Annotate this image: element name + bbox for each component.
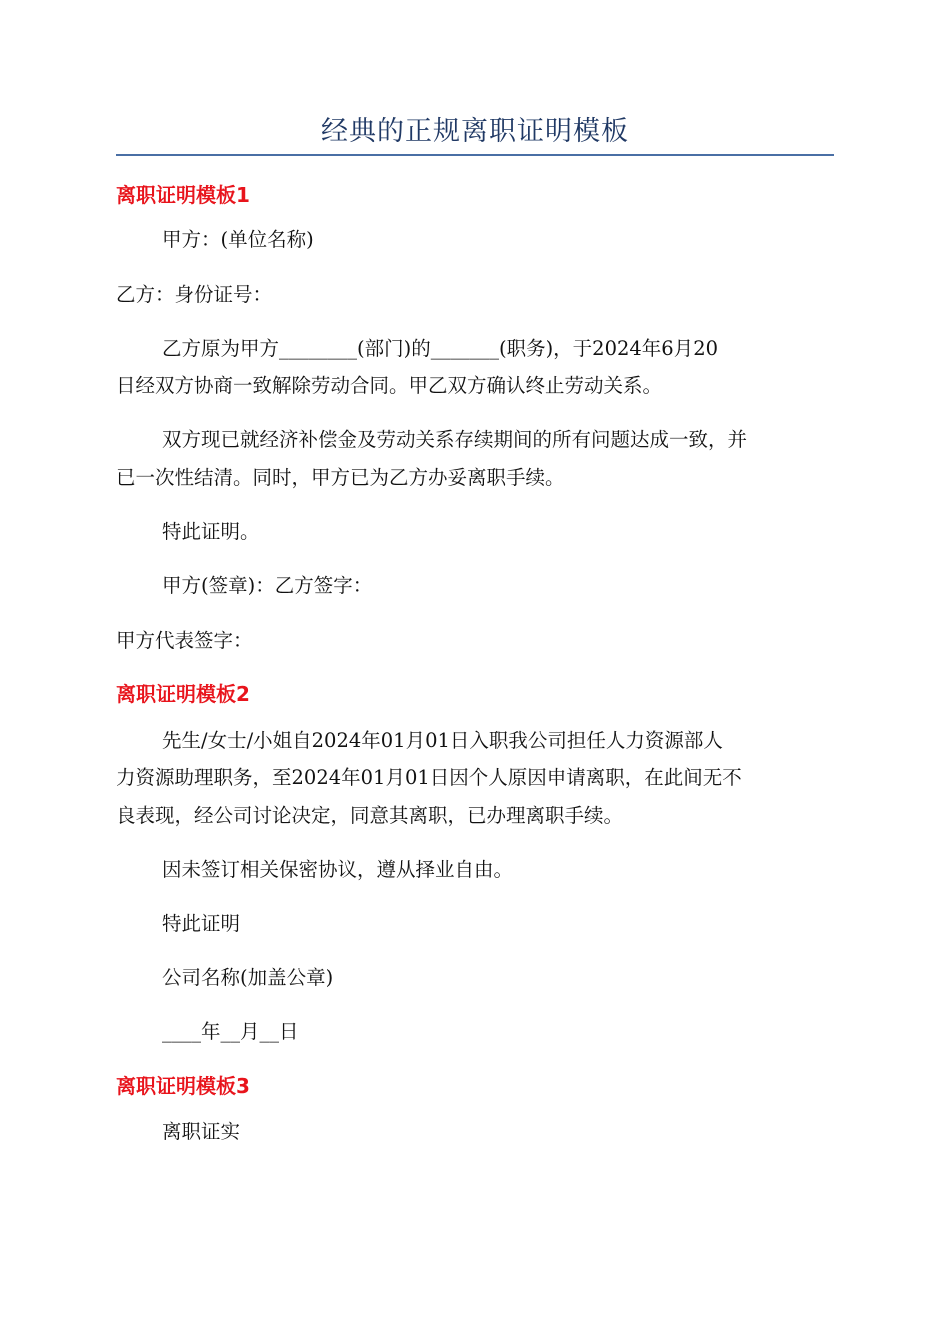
- section-heading-1: 离职证明模板1: [116, 183, 250, 207]
- paragraph-line: 双方现已就经济补偿金及劳动关系存续期间的所有问题达成一致，并: [162, 428, 748, 451]
- paragraph-line: 甲方代表签字：: [116, 629, 253, 652]
- paragraph-line: 已一次性结清。同时，甲方已为乙方办妥离职手续。: [116, 466, 565, 489]
- section-heading-2: 离职证明模板2: [116, 682, 250, 706]
- paragraph-line: 离职证实: [162, 1120, 241, 1143]
- paragraph-line: 特此证明。: [162, 520, 260, 543]
- paragraph-line: 良表现，经公司讨论决定，同意其离职，已办理离职手续。: [116, 804, 624, 827]
- paragraph-line: 日经双方协商一致解除劳动合同。甲乙双方确认终止劳动关系。: [116, 374, 663, 397]
- date-line: ____年__月__日: [162, 1020, 299, 1043]
- paragraph-line: 特此证明: [162, 912, 241, 935]
- paragraph-line: 因未签订相关保密协议，遵从择业自由。: [162, 858, 514, 881]
- paragraph-line: 乙方：身份证号：: [116, 283, 273, 306]
- paragraph-line: 甲方：(单位名称): [162, 228, 314, 251]
- document-title: 经典的正规离职证明模板: [321, 116, 629, 147]
- paragraph-line: 甲方(签章)：乙方签字：: [162, 574, 373, 597]
- section-heading-3: 离职证明模板3: [116, 1074, 250, 1098]
- paragraph-line: 力资源助理职务，至2024年01月01日因个人原因申请离职，在此间无不: [116, 766, 742, 789]
- paragraph-line: 乙方原为甲方________(部门)的_______(职务)，于2024年6月20: [162, 337, 719, 360]
- paragraph-line: 先生/女士/小姐自2024年01月01日入职我公司担任人力资源部人: [162, 729, 723, 752]
- title-underline: [116, 154, 834, 156]
- paragraph-line: 公司名称(加盖公章): [162, 966, 334, 989]
